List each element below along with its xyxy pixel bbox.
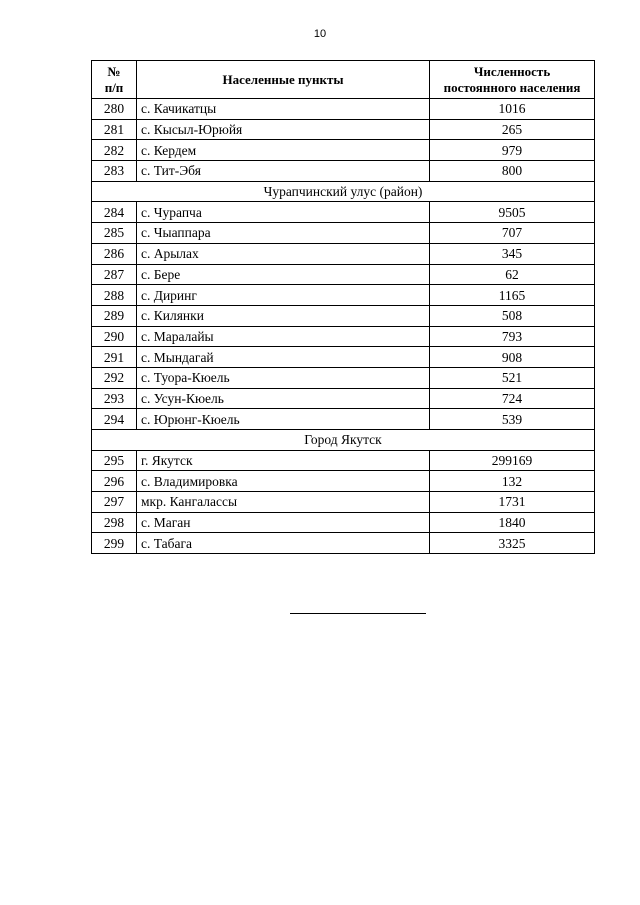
settlement-name: с. Диринг — [137, 285, 430, 306]
population-table — [91, 60, 595, 554]
section-row — [92, 181, 595, 202]
row-number: 297 — [92, 492, 137, 513]
header-population-line1: Численность — [473, 63, 551, 79]
table-row — [92, 512, 595, 533]
settlement-name: с. Арылах — [137, 243, 430, 264]
section-title: Город Якутск — [92, 430, 595, 451]
table-row — [92, 202, 595, 223]
population-value: 1840 — [430, 512, 595, 533]
table-row — [92, 99, 595, 120]
population-value: 299169 — [430, 450, 595, 471]
population-value: 908 — [430, 347, 595, 368]
population-value: 724 — [430, 388, 595, 409]
table-row — [92, 492, 595, 513]
header-number-abbr: п/п — [104, 79, 124, 95]
population-value: 793 — [430, 326, 595, 347]
table-row — [92, 264, 595, 285]
settlement-name: с. Владимировка — [137, 471, 430, 492]
row-number: 284 — [92, 202, 137, 223]
row-number: 286 — [92, 243, 137, 264]
row-number: 288 — [92, 285, 137, 306]
table-row — [92, 450, 595, 471]
population-value: 1165 — [430, 285, 595, 306]
table-row — [92, 347, 595, 368]
population-value: 265 — [430, 119, 595, 140]
row-number: 291 — [92, 347, 137, 368]
row-number: 281 — [92, 119, 137, 140]
population-value: 979 — [430, 140, 595, 161]
settlement-name: с. Табага — [137, 533, 430, 554]
header-settlements: Населенные пункты — [137, 61, 430, 99]
row-number: 295 — [92, 450, 137, 471]
row-number: 282 — [92, 140, 137, 161]
settlement-name: с. Кысыл-Юрюйя — [137, 119, 430, 140]
table-row — [92, 326, 595, 347]
closing-divider-line — [290, 613, 426, 614]
settlement-name: с. Маган — [137, 512, 430, 533]
table-row — [92, 285, 595, 306]
settlement-name: с. Кердем — [137, 140, 430, 161]
table-row — [92, 119, 595, 140]
row-number: 298 — [92, 512, 137, 533]
population-value: 521 — [430, 367, 595, 388]
settlement-name: с. Туора-Кюель — [137, 367, 430, 388]
settlement-name: с. Юрюнг-Кюель — [137, 409, 430, 430]
row-number: 293 — [92, 388, 137, 409]
settlement-name: с. Усун-Кюель — [137, 388, 430, 409]
population-value: 9505 — [430, 202, 595, 223]
population-value: 1731 — [430, 492, 595, 513]
settlement-name: с. Чыаппара — [137, 223, 430, 244]
population-value: 800 — [430, 161, 595, 182]
population-value: 345 — [430, 243, 595, 264]
settlement-name: с. Мындагай — [137, 347, 430, 368]
population-value: 132 — [430, 471, 595, 492]
population-value: 62 — [430, 264, 595, 285]
header-number-symbol: № — [107, 63, 121, 79]
row-number: 280 — [92, 99, 137, 120]
population-value: 707 — [430, 223, 595, 244]
row-number: 289 — [92, 305, 137, 326]
section-row — [92, 430, 595, 451]
settlement-name: с. Тит-Эбя — [137, 161, 430, 182]
row-number: 296 — [92, 471, 137, 492]
table-row — [92, 367, 595, 388]
table-header-row — [92, 61, 595, 99]
table-row — [92, 388, 595, 409]
page-number: 10 — [313, 28, 327, 40]
table-row — [92, 140, 595, 161]
table-row — [92, 161, 595, 182]
settlement-name: с. Бере — [137, 264, 430, 285]
row-number: 299 — [92, 533, 137, 554]
header-number — [92, 61, 137, 99]
settlement-name: с. Качикатцы — [137, 99, 430, 120]
population-value: 3325 — [430, 533, 595, 554]
population-value: 1016 — [430, 99, 595, 120]
row-number: 283 — [92, 161, 137, 182]
settlement-name: с. Килянки — [137, 305, 430, 326]
table-row — [92, 223, 595, 244]
row-number: 290 — [92, 326, 137, 347]
table-row — [92, 409, 595, 430]
row-number: 292 — [92, 367, 137, 388]
header-population — [430, 61, 595, 99]
settlement-name: мкр. Кангалассы — [137, 492, 430, 513]
row-number: 294 — [92, 409, 137, 430]
table-row — [92, 243, 595, 264]
settlement-name: г. Якутск — [137, 450, 430, 471]
population-value: 508 — [430, 305, 595, 326]
settlement-name: с. Маралайы — [137, 326, 430, 347]
row-number: 285 — [92, 223, 137, 244]
section-title: Чурапчинский улус (район) — [92, 181, 595, 202]
row-number: 287 — [92, 264, 137, 285]
settlement-name: с. Чурапча — [137, 202, 430, 223]
population-value: 539 — [430, 409, 595, 430]
table-row — [92, 533, 595, 554]
header-population-line2: постоянного населения — [443, 79, 581, 95]
table-body — [92, 99, 595, 554]
table-row — [92, 305, 595, 326]
table-row — [92, 471, 595, 492]
